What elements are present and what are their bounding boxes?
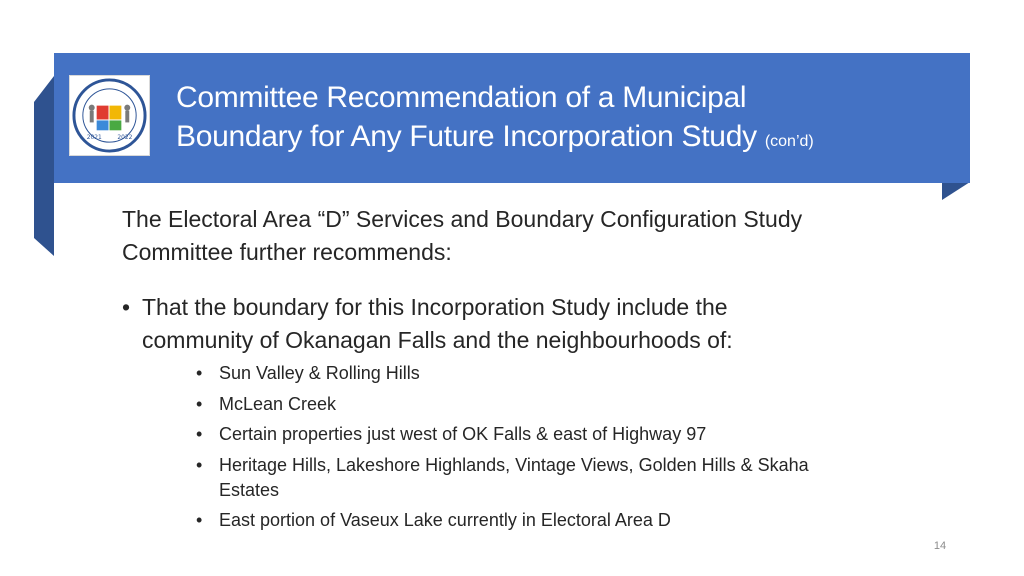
bullet-dot: •	[196, 424, 203, 444]
bullet-dot: •	[196, 393, 203, 414]
main-bullet-line-1: That the boundary for this Incorporation Study include the	[142, 294, 728, 320]
puzzle-people-logo-icon	[70, 76, 149, 155]
logo-year-right: 2022	[117, 135, 133, 142]
bullet-dot: •	[196, 363, 203, 383]
title-line-2	[176, 117, 956, 161]
list-item	[196, 422, 926, 447]
bullet-dot: •	[196, 454, 203, 475]
logo-year-left: 2021	[86, 135, 102, 142]
title-suffix: (con’d)	[764, 133, 814, 150]
list-item	[196, 392, 926, 417]
title-line-2-text: Boundary for Any Future Incorporation Study	[176, 120, 757, 153]
page-number: 14	[933, 540, 947, 552]
list-item-text: Heritage Hills, Lakeshore Highlands, Vintage Views, Golden Hills & Skaha	[219, 454, 809, 475]
list-item-text: Certain properties just west of OK Falls & east of Highway 97	[219, 424, 707, 444]
intro-paragraph	[122, 203, 962, 269]
committee-logo	[69, 75, 150, 156]
list-item-text-continued: Estates	[219, 479, 280, 500]
main-bullet	[122, 291, 942, 357]
intro-line-1: The Electoral Area “D” Services and Boundary Configuration Study	[122, 206, 803, 232]
list-item	[196, 508, 926, 533]
list-item	[196, 361, 926, 386]
list-item	[196, 453, 926, 503]
list-item-text: McLean Creek	[219, 393, 337, 414]
list-item-text: Sun Valley & Rolling Hills	[219, 363, 420, 383]
banner-fold-left	[34, 76, 56, 256]
list-item-text: East portion of Vaseux Lake currently in Electoral Area D	[219, 510, 671, 530]
title-line-1: Committee Recommendation of a Municipal	[176, 81, 747, 114]
neighbourhood-list	[196, 361, 926, 539]
intro-line-2: Committee further recommends:	[122, 239, 452, 265]
bullet-dot: •	[122, 294, 131, 320]
main-bullet-line-2: community of Okanagan Falls and the neighbourhoods of:	[142, 327, 733, 353]
slide-title	[176, 78, 956, 161]
banner-fold-right	[942, 182, 970, 200]
bullet-dot: •	[196, 510, 203, 530]
